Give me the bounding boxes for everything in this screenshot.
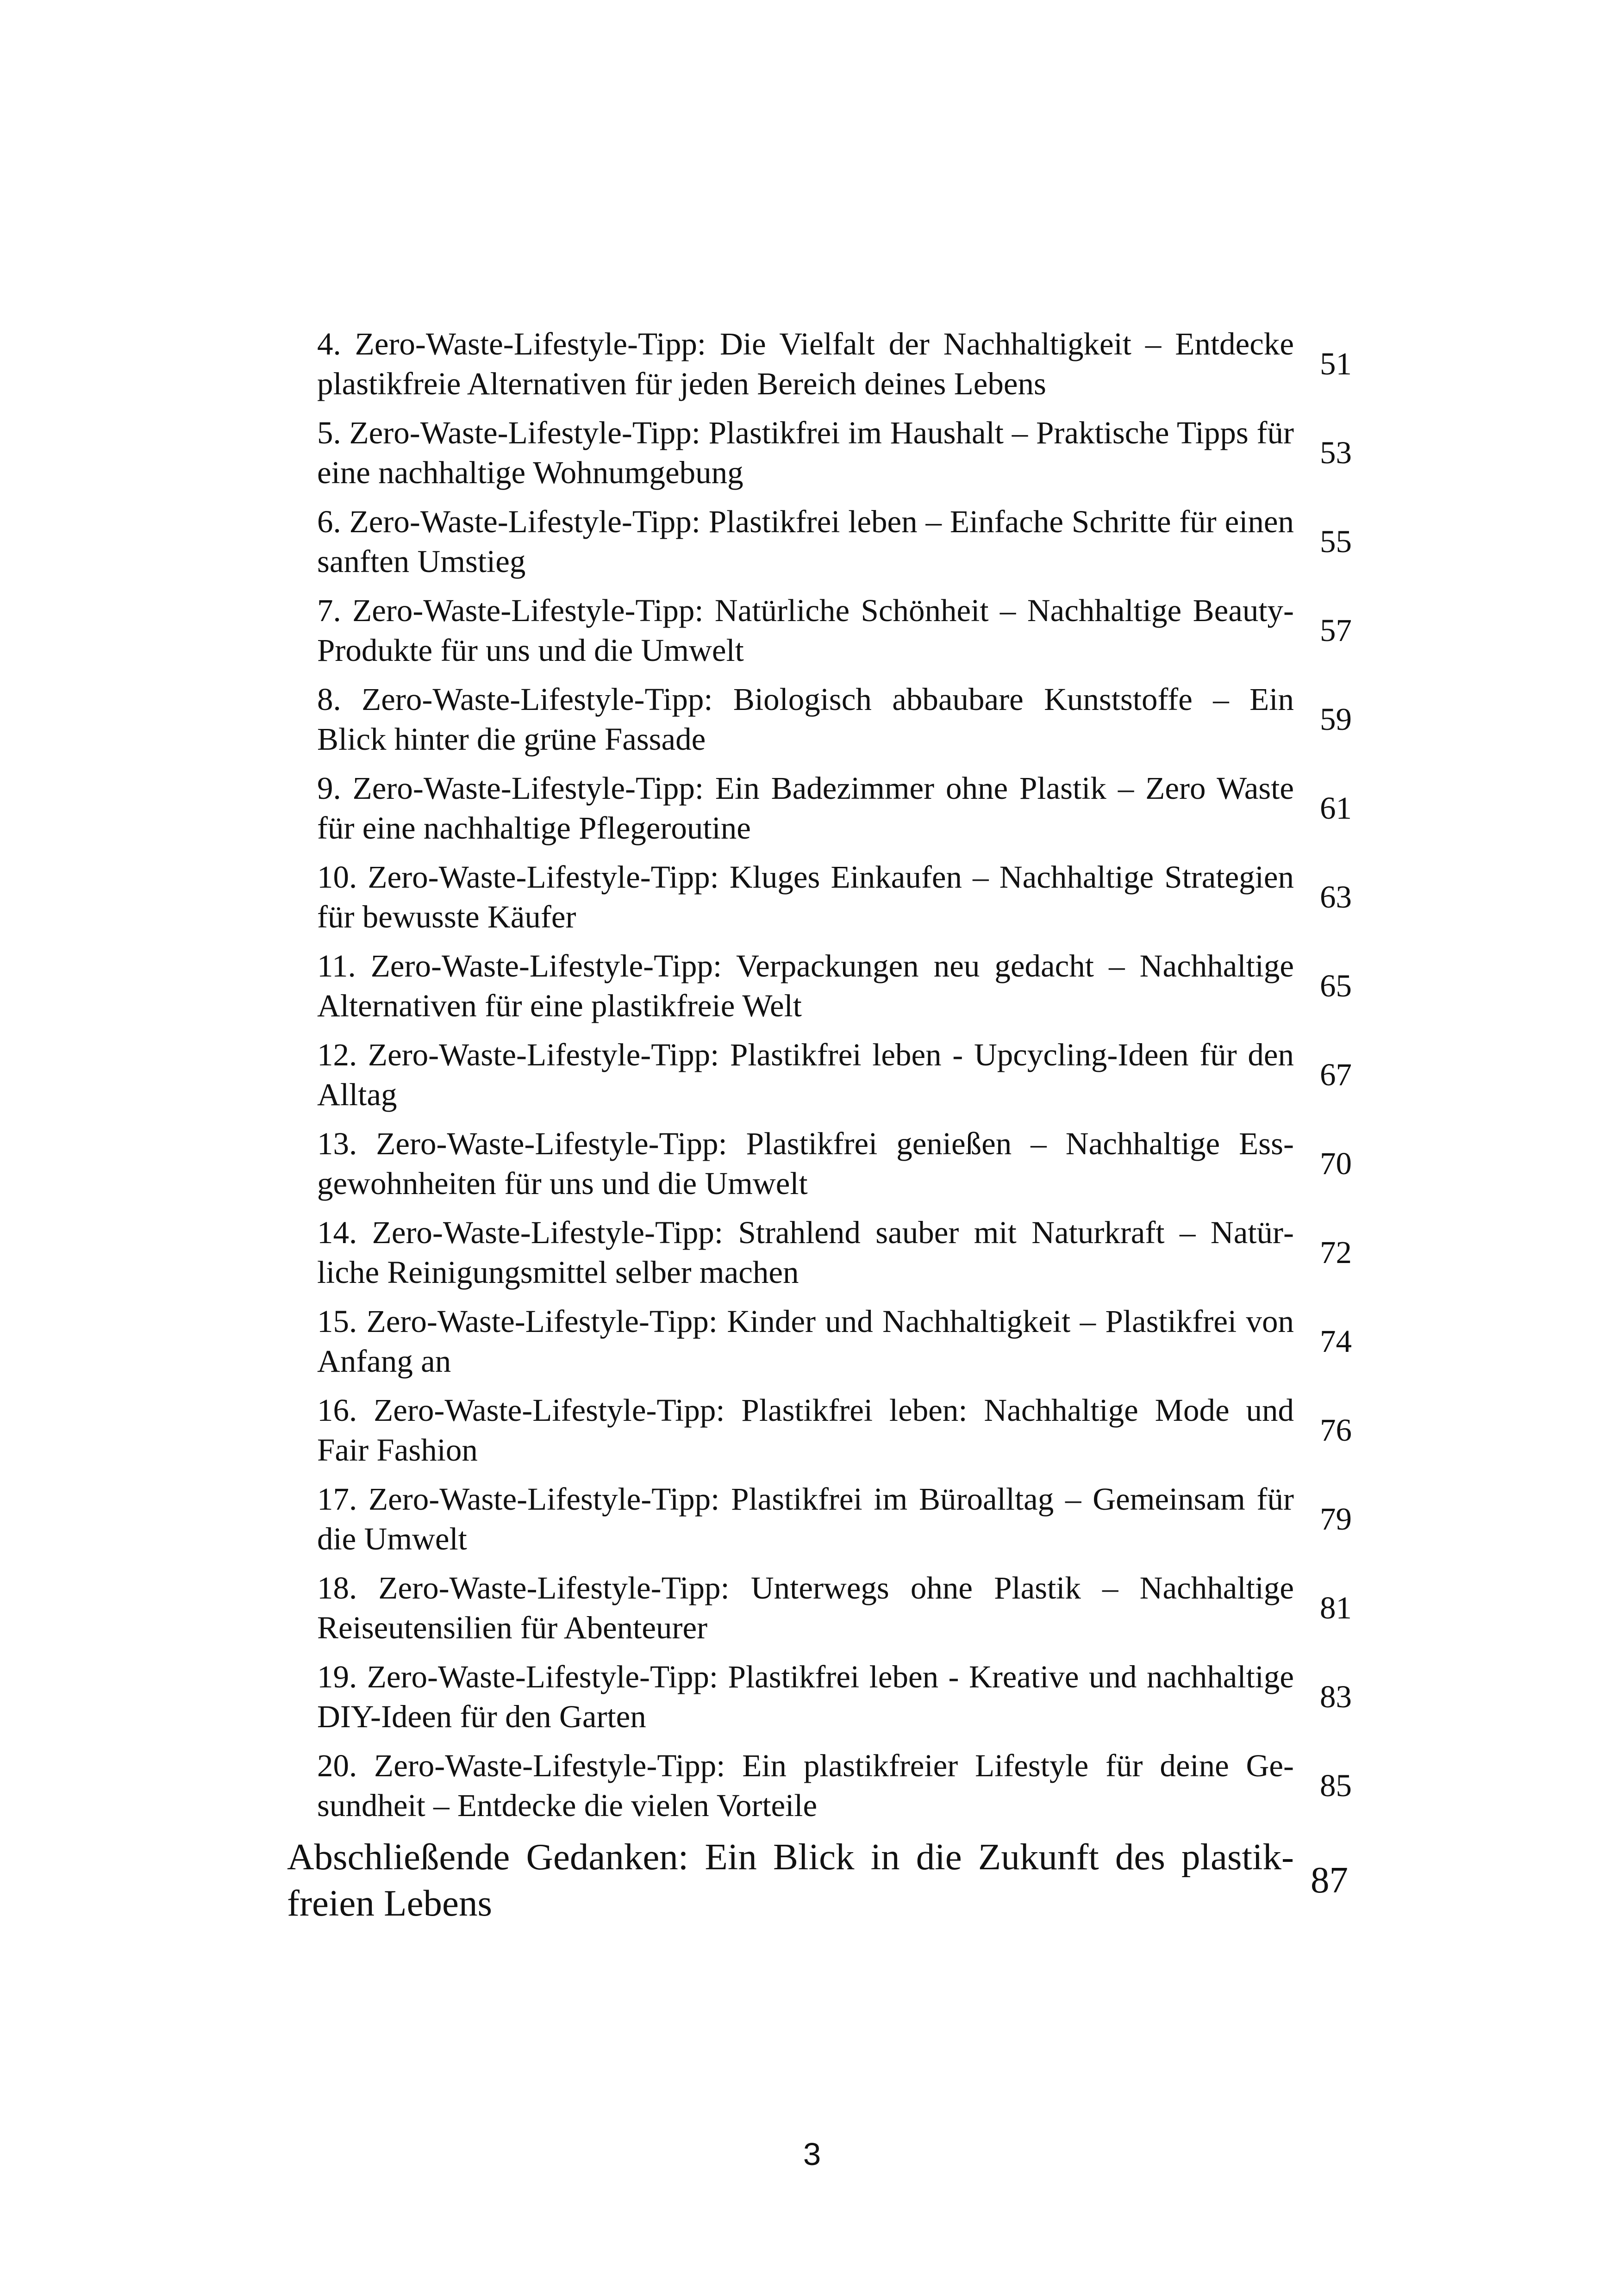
toc-entry[interactable] <box>287 1390 1352 1478</box>
toc-entry-page: 57 <box>1320 613 1352 648</box>
toc-entry[interactable] <box>287 1301 1352 1389</box>
toc-entry[interactable] <box>287 413 1352 501</box>
toc-entry-title: 4. Zero-Waste-Lifestyle-Tipp: Die Vielfalt der Nachhaltigkeit – Entdecke plastikfreie Alternativen für jeden Bereich deines Lebens <box>317 326 1294 401</box>
toc-entry-title: 20. Zero-Waste-Lifestyle-Tipp: Ein plastikfreier Lifestyle für deine Gesundheit – Entdecke die vielen Vorteile <box>317 1748 1294 1823</box>
toc-entry-page: 65 <box>1320 968 1352 1003</box>
toc-entry[interactable] <box>287 324 1352 412</box>
toc-final-title: Abschließende Gedanken: Ein Blick in die Zukunft des plastikfreien Lebens <box>287 1836 1294 1924</box>
toc-entry-page: 63 <box>1320 879 1352 915</box>
toc-entry[interactable] <box>287 946 1352 1034</box>
toc-entry-title: 5. Zero-Waste-Lifestyle-Tipp: Plastikfrei im Haushalt – Praktische Tipps für eine nachhaltige Wohnumgebung <box>317 415 1294 490</box>
toc-entry-page: 76 <box>1320 1412 1352 1448</box>
toc-entry-page: 74 <box>1320 1324 1352 1359</box>
toc-entry-title: 15. Zero-Waste-Lifestyle-Tipp: Kinder und Nachhaltigkeit – Plastikfrei von Anfang an <box>317 1304 1294 1379</box>
toc-entry-title: 8. Zero-Waste-Lifestyle-Tipp: Biologisch abbaubare Kunststoffe – Ein Blick hinter die grüne Fassade <box>317 682 1294 757</box>
toc-entry[interactable] <box>287 1035 1352 1123</box>
toc-entry-title: 18. Zero-Waste-Lifestyle-Tipp: Unterwegs ohne Plastik – Nachhaltige Reiseutensilien für Abenteurer <box>317 1570 1294 1645</box>
toc-entry-page: 55 <box>1320 524 1352 559</box>
page-number: 3 <box>803 2136 821 2172</box>
toc-entry[interactable] <box>287 1657 1352 1745</box>
toc-entry[interactable] <box>287 1124 1352 1212</box>
toc-entry[interactable] <box>287 1213 1352 1300</box>
toc-entry-page: 81 <box>1320 1590 1352 1625</box>
toc-entry-title: 17. Zero-Waste-Lifestyle-Tipp: Plastikfrei im Büroalltag – Gemeinsam für die Umwelt <box>317 1481 1294 1556</box>
toc-entry[interactable] <box>287 768 1352 856</box>
toc-entry[interactable] <box>287 679 1352 767</box>
toc-entry[interactable] <box>287 591 1352 678</box>
toc-entry-page: 70 <box>1320 1146 1352 1181</box>
toc-entry-page: 59 <box>1320 702 1352 737</box>
toc-entry-title: 14. Zero-Waste-Lifestyle-Tipp: Strahlend sauber mit Naturkraft – Natürliche Reinigungsmittel selber machen <box>317 1215 1294 1290</box>
toc-entry-title: 10. Zero-Waste-Lifestyle-Tipp: Kluges Einkaufen – Nachhaltige Strategien für bewusste Käufer <box>317 859 1294 934</box>
toc-entry[interactable] <box>287 1746 1352 1834</box>
toc-entry-title: 7. Zero-Waste-Lifestyle-Tipp: Natürliche Schönheit – Nachhaltige Beauty-Produkte für uns und die Umwelt <box>317 593 1294 668</box>
toc-entry-page: 53 <box>1320 435 1352 470</box>
toc-entry-title: 9. Zero-Waste-Lifestyle-Tipp: Ein Badezimmer ohne Plastik – Zero Waste für eine nachhaltige Pflegeroutine <box>317 771 1294 846</box>
toc-entry-page: 79 <box>1320 1501 1352 1537</box>
toc-entry-page: 83 <box>1320 1679 1352 1714</box>
toc-entry-title: 13. Zero-Waste-Lifestyle-Tipp: Plastikfrei genießen – Nachhaltige Essgewohnheiten für uns und die Umwelt <box>317 1126 1294 1201</box>
toc-final-page: 87 <box>1311 1859 1348 1901</box>
toc-entry-page: 61 <box>1320 790 1352 826</box>
toc-entry-page: 67 <box>1320 1057 1352 1092</box>
toc-entry-title: 16. Zero-Waste-Lifestyle-Tipp: Plastikfrei leben: Nachhaltige Mode und Fair Fashion <box>317 1393 1294 1468</box>
toc-entry-title: 6. Zero-Waste-Lifestyle-Tipp: Plastikfrei leben – Einfache Schritte für einen sanften Umstieg <box>317 504 1294 579</box>
toc-entry[interactable] <box>287 857 1352 945</box>
toc-final-entry[interactable] <box>287 1834 1352 1945</box>
toc-entry-title: 11. Zero-Waste-Lifestyle-Tipp: Verpackungen neu gedacht – Nachhaltige Alternativen für eine plastikfreie Welt <box>317 948 1294 1023</box>
toc-entry[interactable] <box>287 1479 1352 1567</box>
toc-entry-title: 12. Zero-Waste-Lifestyle-Tipp: Plastikfrei leben - Upcycling-Ideen für den Alltag <box>317 1037 1294 1112</box>
toc-entry-page: 85 <box>1320 1768 1352 1803</box>
toc-entry-page: 72 <box>1320 1235 1352 1270</box>
toc-entry-page: 51 <box>1320 346 1352 381</box>
toc-entry[interactable] <box>287 1568 1352 1656</box>
toc-entry[interactable] <box>287 502 1352 590</box>
toc-entry-title: 19. Zero-Waste-Lifestyle-Tipp: Plastikfrei leben - Kreative und nachhaltige DIY-Ideen für den Garten <box>317 1659 1294 1734</box>
